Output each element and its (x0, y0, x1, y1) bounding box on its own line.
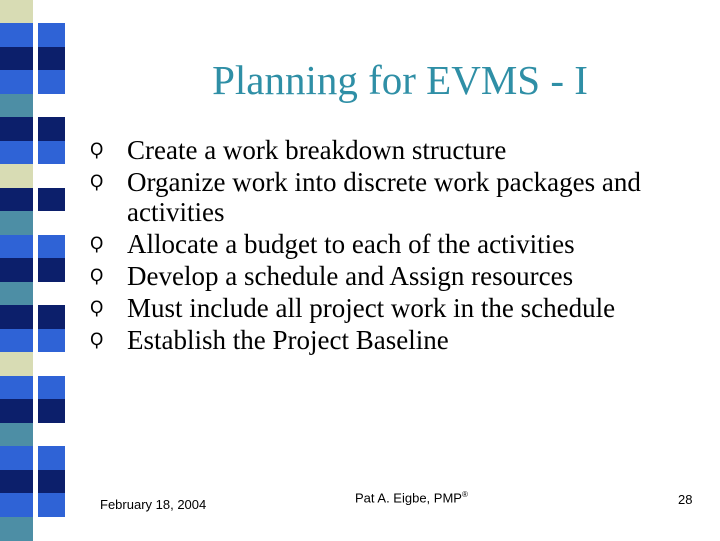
bullet-text: Organize work into discrete work packages and activities (127, 167, 641, 227)
stripe-block (0, 94, 33, 118)
footer-author (355, 490, 468, 505)
stripe-block (0, 517, 33, 541)
bullet-text: Allocate a budget to each of the activities (127, 229, 575, 259)
stripe-block (38, 258, 65, 282)
stripe-block (38, 305, 65, 329)
bullet-item (90, 135, 710, 165)
stripe-block (0, 141, 33, 165)
stripe-block (38, 70, 65, 94)
stripe-block (0, 352, 33, 376)
bullet-text: Create a work breakdown structure (127, 135, 507, 165)
stripe-block (0, 235, 33, 259)
stripe-block (38, 235, 65, 259)
stripe-block (38, 282, 65, 306)
stripe-block (38, 376, 65, 400)
stripe-block (38, 329, 65, 353)
stripe-block (38, 0, 65, 24)
bullet-marker-icon: Ϙ (90, 172, 104, 192)
bullet-list (90, 135, 710, 357)
bullet-text: Must include all project work in the schedule (127, 293, 616, 323)
stripe-block (0, 470, 33, 494)
bullet-marker-icon: Ϙ (90, 140, 104, 160)
stripe-block (0, 164, 33, 188)
stripe-block (0, 493, 33, 517)
stripe-block (0, 446, 33, 470)
bullet-marker-icon: Ϙ (90, 234, 104, 254)
stripe-block (0, 23, 33, 47)
stripe-block (38, 94, 65, 118)
bullet-item (90, 167, 710, 227)
stripe-block (38, 423, 65, 447)
stripe-block (0, 258, 33, 282)
stripe-block (0, 399, 33, 423)
stripe-block (38, 446, 65, 470)
stripe-block (0, 188, 33, 212)
registered-mark: ® (461, 490, 468, 499)
bullet-item (90, 325, 710, 355)
stripe-block (0, 282, 33, 306)
stripe-block (38, 352, 65, 376)
stripe-block (0, 376, 33, 400)
stripe-block (38, 211, 65, 235)
stripe-block (0, 47, 33, 71)
stripe-block (0, 423, 33, 447)
stripe-block (38, 141, 65, 165)
bullet-item (90, 293, 710, 323)
stripe-block (38, 493, 65, 517)
bullet-text: Establish the Project Baseline (127, 325, 449, 355)
stripe-block (38, 23, 65, 47)
stripe-block (0, 0, 33, 24)
stripe-block (38, 517, 65, 541)
footer-author-name: Pat A. Eigbe, PMP (355, 490, 462, 506)
decorative-stripe-bar (0, 0, 78, 540)
bullet-marker-icon: Ϙ (90, 266, 104, 286)
stripe-block (0, 117, 33, 141)
stripe-block (38, 164, 65, 188)
stripe-block (38, 470, 65, 494)
slide-title: Planning for EVMS - I (212, 57, 588, 103)
stripe-block (0, 211, 33, 235)
bullet-marker-icon: Ϙ (90, 298, 104, 318)
stripe-block (0, 70, 33, 94)
stripe-block (38, 399, 65, 423)
bullet-text: Develop a schedule and Assign resources (127, 261, 574, 291)
stripe-block (38, 117, 65, 141)
stripe-block (0, 329, 33, 353)
stripe-block (38, 47, 65, 71)
bullet-item (90, 229, 710, 259)
page-number: 28 (678, 492, 693, 507)
stripe-block (38, 188, 65, 212)
bullet-item (90, 261, 710, 291)
stripe-block (0, 305, 33, 329)
bullet-marker-icon: Ϙ (90, 330, 104, 350)
footer-date: February 18, 2004 (100, 497, 207, 512)
